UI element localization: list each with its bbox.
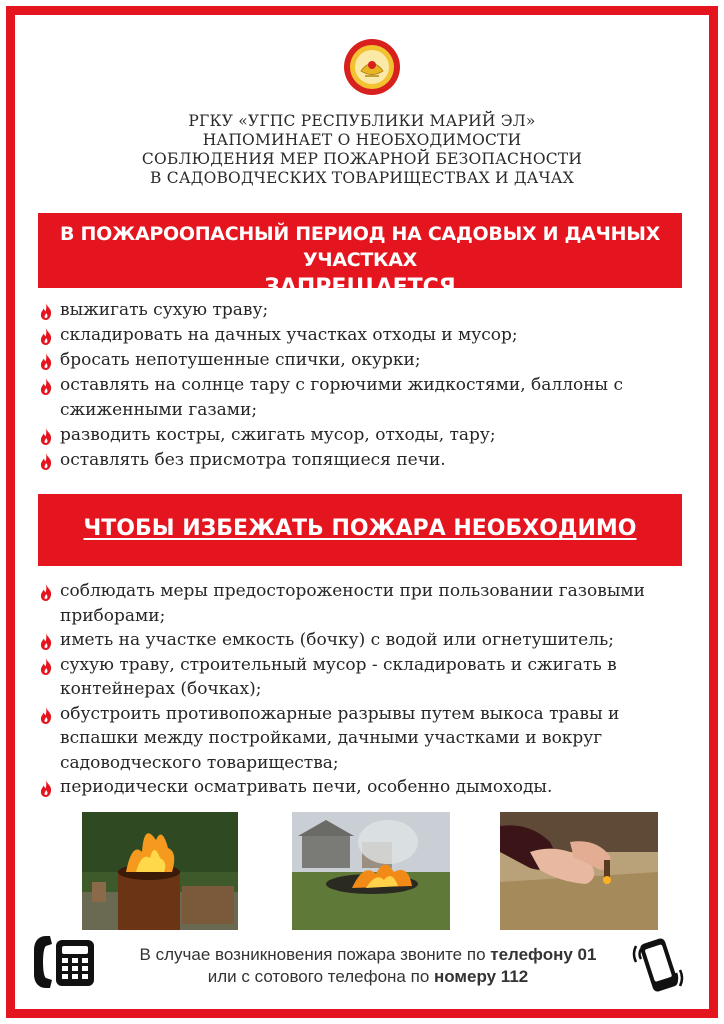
list-item bbox=[36, 373, 692, 423]
footer-line1 bbox=[100, 944, 636, 966]
header-line: СОБЛЮДЕНИЯ МЕР ПОЖАРНОЙ БЕЗОПАСНОСТИ bbox=[141, 150, 583, 168]
list-item-text: соблюдать меры предосторожености при пользовании газовыми приборами; bbox=[60, 581, 645, 626]
list-item bbox=[36, 423, 692, 448]
list-item-text: оставлять без присмотра топящиеся печи. bbox=[60, 450, 446, 470]
emblem-logo bbox=[343, 38, 401, 96]
footer-line2 bbox=[100, 966, 636, 988]
photo-strip bbox=[82, 812, 658, 930]
required-banner-line1: ЧТОБЫ ИЗБЕЖАТЬ ПОЖАРА НЕОБХОДИМО bbox=[83, 516, 637, 541]
list-item-text: разводить костры, сжигать мусор, отходы, тару; bbox=[60, 425, 496, 445]
required-list bbox=[36, 579, 692, 800]
flame-icon bbox=[38, 632, 54, 651]
footer-line1-bold: телефону 01 bbox=[490, 945, 597, 964]
list-item bbox=[36, 348, 692, 373]
list-item bbox=[36, 298, 692, 323]
list-item bbox=[36, 323, 692, 348]
burning-barrel-photo bbox=[82, 812, 238, 930]
prohibited-banner bbox=[38, 213, 682, 300]
flame-icon bbox=[38, 302, 54, 321]
list-item-text: выжигать сухую траву; bbox=[60, 300, 269, 320]
mobile-phone-icon bbox=[632, 936, 688, 994]
list-item-text: периодически осматривать печи, особенно дымоходы. bbox=[60, 777, 553, 797]
grass-fire-photo bbox=[292, 812, 450, 930]
footer-line2-bold: номеру 112 bbox=[434, 967, 529, 986]
list-item bbox=[36, 653, 692, 702]
prohibited-list bbox=[36, 298, 692, 473]
flame-icon bbox=[38, 327, 54, 346]
flame-icon bbox=[38, 377, 54, 396]
list-item-text: сухую траву, строительный мусор - складировать и сжигать в контейнерах (бочках); bbox=[60, 654, 617, 699]
flame-icon bbox=[38, 583, 54, 602]
flame-icon bbox=[38, 779, 54, 798]
list-item-text: складировать на дачных участках отходы и мусор; bbox=[60, 325, 518, 345]
list-item-text: иметь на участке емкость (бочку) с водой или огнетушитель; bbox=[60, 630, 615, 650]
flame-icon bbox=[38, 452, 54, 471]
header-text bbox=[40, 112, 684, 188]
match-in-grass-photo bbox=[500, 812, 658, 930]
list-item bbox=[36, 448, 692, 473]
list-item bbox=[36, 628, 692, 653]
header-line: В САДОВОДЧЕСКИХ ТОВАРИЩЕСТВАХ И ДАЧАХ bbox=[150, 169, 574, 187]
list-item-text: оставлять на солнце тару с горючими жидкостями, баллоны с сжиженными газами; bbox=[60, 375, 624, 420]
footer-line2-text: или с сотового телефона по bbox=[207, 967, 434, 986]
flame-icon bbox=[38, 427, 54, 446]
emergency-footer bbox=[100, 944, 636, 988]
list-item-text: обустроить противопожарные разрывы путем выкоса травы и вспашки между постройками, дачными участками и вокруг садоводческого товарищества; bbox=[60, 703, 620, 773]
flame-icon bbox=[38, 657, 54, 676]
landline-phone-icon bbox=[32, 932, 96, 992]
flame-icon bbox=[38, 706, 54, 725]
list-item bbox=[36, 775, 692, 800]
prohibited-banner-line2: ЗАПРЕЩАЕТСЯ bbox=[264, 275, 456, 300]
list-item bbox=[36, 579, 692, 628]
header-line: НАПОМИНАЕТ О НЕОБХОДИМОСТИ bbox=[202, 131, 522, 149]
list-item bbox=[36, 702, 692, 776]
required-banner bbox=[38, 494, 682, 566]
flame-icon bbox=[38, 352, 54, 371]
header-line: РГКУ «УГПС РЕСПУБЛИКИ МАРИЙ ЭЛ» bbox=[188, 112, 536, 130]
prohibited-banner-line1: В ПОЖАРООПАСНЫЙ ПЕРИОД НА САДОВЫХ И ДАЧНЫХ УЧАСТКАХ bbox=[60, 223, 660, 271]
list-item-text: бросать непотушенные спички, окурки; bbox=[60, 350, 421, 370]
footer-line1-text: В случае возникновения пожара звоните по bbox=[139, 945, 491, 964]
